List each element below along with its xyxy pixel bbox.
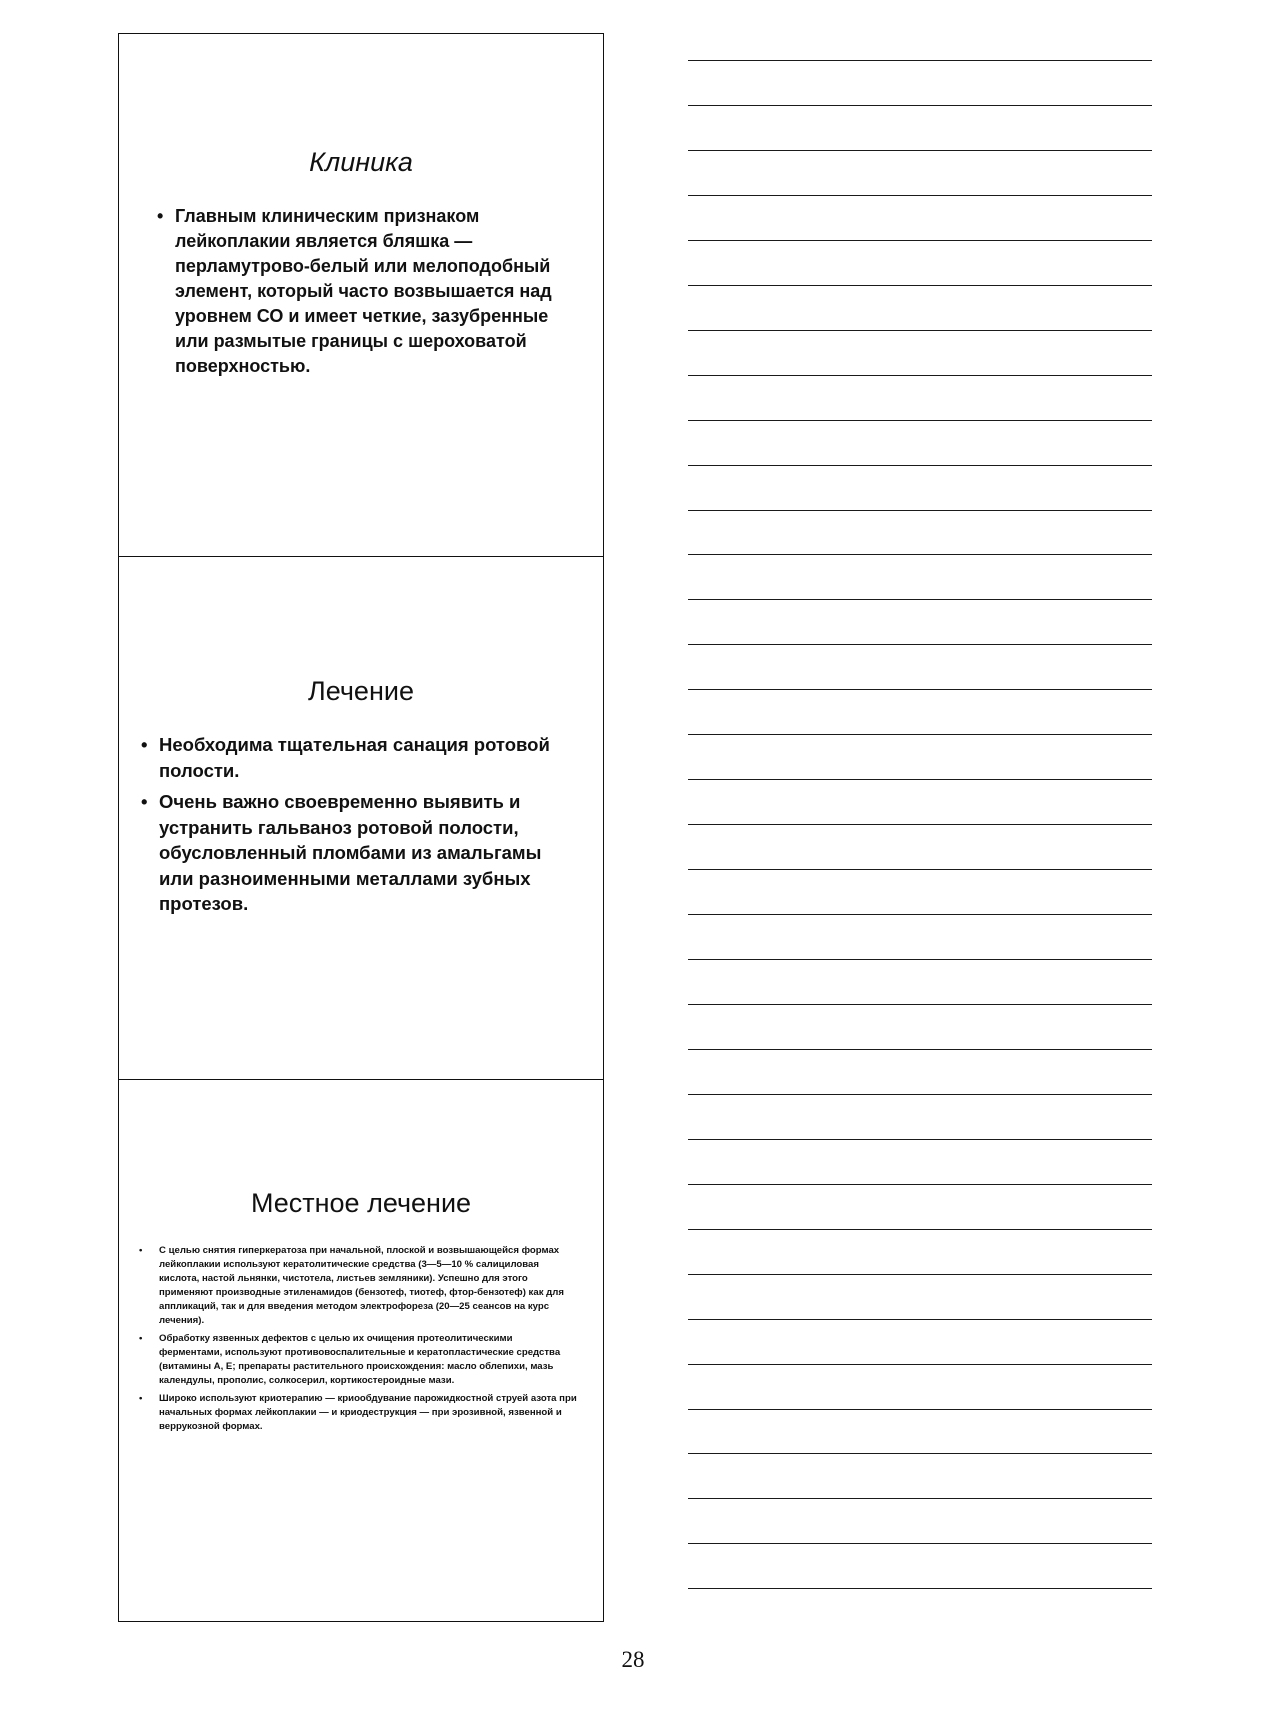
slide-local-treatment bbox=[119, 1080, 603, 1623]
note-line bbox=[688, 195, 1152, 196]
note-line bbox=[688, 599, 1152, 600]
note-line bbox=[688, 1588, 1152, 1589]
note-line bbox=[688, 375, 1152, 376]
slide-treatment bbox=[119, 557, 603, 1080]
slide-title: Местное лечение bbox=[250, 1188, 472, 1218]
slide-clinic bbox=[119, 34, 603, 557]
note-line bbox=[688, 240, 1152, 241]
note-line bbox=[688, 105, 1152, 106]
note-line bbox=[688, 1184, 1152, 1185]
note-line bbox=[688, 554, 1152, 555]
bullet-item: • С целью снятия гиперкератоза при начальной, плоской и возвышающейся формах лейкоплакии используют кератолитические средства (3—5—10 % салициловая кислота, настой льнянки, чистотела, листьев земляники). Успешно для этого применяют производные этиленамидов (бензотеф, тиотеф, фтор-бензотеф) как для аппликаций, так и для введения методом электрофореза (20—25 сеансов на курс лечения). bbox=[139, 1244, 577, 1328]
note-line bbox=[688, 1004, 1152, 1005]
note-line bbox=[688, 465, 1152, 466]
note-line bbox=[688, 824, 1152, 825]
note-line bbox=[688, 1049, 1152, 1050]
bullet-item: • Обработку язвенных дефектов с целью их очищения протеолитическими ферментами, используют противовоспалительные и кератопластические средства (витамины А, Е; препараты растительного происхождения: масло облепихи, мазь календулы, прополис, солкосерил, кортикостероидные мази. bbox=[139, 1332, 577, 1388]
slide-title: Лечение bbox=[308, 676, 414, 706]
note-line bbox=[688, 1094, 1152, 1095]
note-line bbox=[688, 150, 1152, 151]
page-number: 28 bbox=[621, 1647, 645, 1672]
note-line bbox=[688, 644, 1152, 645]
note-line bbox=[688, 1364, 1152, 1365]
note-line bbox=[688, 60, 1152, 61]
bullet-item: • Главным клиническим признаком лейкоплакии является бляшка — перламутрово-белый или мелоподобный элемент, который часто возвышается над уровнем СО и имеет четкие, зазубренные или размытые границы с шероховатой поверхностью. bbox=[157, 204, 563, 379]
note-line bbox=[688, 1139, 1152, 1140]
note-line bbox=[688, 420, 1152, 421]
note-line bbox=[688, 1543, 1152, 1544]
slide-title: Клиника bbox=[309, 147, 413, 177]
note-line bbox=[688, 330, 1152, 331]
note-line bbox=[688, 1498, 1152, 1499]
note-line bbox=[688, 510, 1152, 511]
note-lines-area bbox=[688, 0, 1152, 1640]
note-line bbox=[688, 1319, 1152, 1320]
note-line bbox=[688, 734, 1152, 735]
note-line bbox=[688, 285, 1152, 286]
note-line bbox=[688, 1229, 1152, 1230]
note-line bbox=[688, 689, 1152, 690]
note-line bbox=[688, 914, 1152, 915]
note-line bbox=[688, 779, 1152, 780]
slides-column bbox=[118, 33, 604, 1622]
note-line bbox=[688, 1453, 1152, 1454]
note-line bbox=[688, 1274, 1152, 1275]
bullet-list bbox=[141, 732, 575, 923]
bullet-item: • Необходима тщательная санация ротовой полости. bbox=[141, 732, 575, 783]
bullet-list bbox=[139, 1244, 577, 1438]
bullet-list bbox=[157, 204, 563, 379]
note-line bbox=[688, 959, 1152, 960]
bullet-item: • Широко используют криотерапию — криообдувание парожидкостной струей азота при начальных формах лейкоплакии — и криодеструкция — при эрозивной, язвенной и веррукозной формах. bbox=[139, 1392, 577, 1434]
note-line bbox=[688, 1409, 1152, 1410]
note-line bbox=[688, 869, 1152, 870]
bullet-item: • Очень важно своевременно выявить и устранить гальваноз ротовой полости, обусловленный пломбами из амальгамы или разноименными металлами зубных протезов. bbox=[141, 789, 575, 917]
